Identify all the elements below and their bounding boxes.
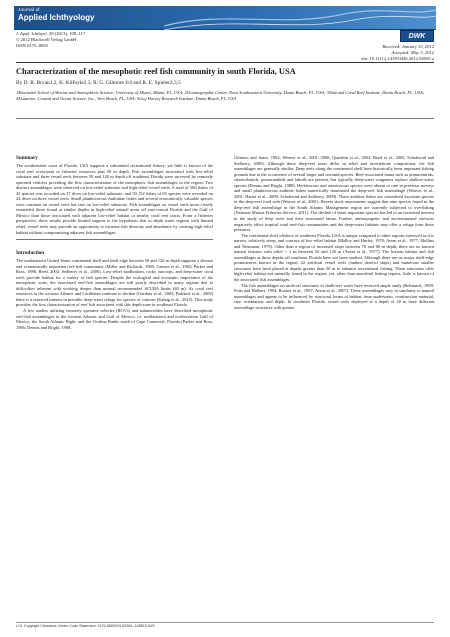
doi: doi: 10.1111/j.1439-0426.2012.02055.x — [361, 56, 434, 61]
right-column — [234, 155, 434, 310]
affiliations: 1Rosenstiel School of Marine and Atmospheric Science, University of Miami, Miami, FL, USA; 2Oceanographic Center, Nova Southeastern University, Dania Beach, FL, USA; 3National Coral Reef Institute, Dania Beach, FL, USA; 4Estuarine, Coastal and Ocean Science, Inc., Vero Beach, FL, USA; 5Guy Harvey Research Institute, Dania Beach, FL, USA — [16, 90, 425, 101]
publisher-logo: DWK — [400, 30, 434, 42]
introduction-paragraph-2: A few studies utilizing remotely operated vehicles (ROVs) and submersibles have described mesophotic reef-fish assemblages in the western Atlantic and Gulf of Mexico, i.e. northeastern and northwestern Gulf of Mexico, the South Atlantic Bight, and the Oculina Banks south of Cape Canaveral, Florida (Parker and Ross, 1986; Dennis and Bright, 1988; — [16, 308, 213, 330]
accepted-date: Accepted: May 3, 2012 — [391, 50, 434, 55]
received-date: Received: January 10, 2012 — [382, 44, 434, 49]
banner-wave-graphic — [164, 6, 436, 30]
dates-block — [361, 44, 434, 62]
summary-heading: Summary — [16, 155, 38, 161]
introduction-heading: Introduction — [16, 250, 45, 257]
journal-banner — [14, 6, 436, 30]
introduction-paragraph-1: The southeastern United States continental shelf and shelf edge between 50 and 120 m depth supports a diverse and economically important reef-fish community (Miller and Richards, 1980; Grimes et al., 1982; Parker and Ross, 1986; Reed, 2002; Sedberry et al., 2006). Low-relief hardbottom, rocky outcrops, and deep-water coral reefs provide habitat for a variety of fish species. Despite the ecological and economic importance of the mesophotic zone, the associated reef-fish assemblages are still poorly described in many regions due to difficulties inherent with working deeper than normal recommended SCUBA limits (40 m). As coral reef resources in the western Atlantic and Caribbean continue to decline (Gardner et al., 2003; Paddack et al., 2009) there is a renewed interest in possible deep-water refuge for species of concern (Kahng et al., 2010). This study provides the first characterization of reef fish associated with this depth zone in southeast Florida. — [16, 258, 213, 308]
summary-paragraph: The southeastern coast of Florida, USA supports a substantial recreational fishery, yet little is known of the coral reef ecosystem or fisheries resources past 50 m depth. Fish assemblages associated with low-relief substrate and three vessel reefs between 50 and 120 m depth off southeast Florida were surveyed by remotely operated vehicles providing the first characterization of the mesophotic fish assemblages in the region. Two distinct assemblages were observed on low-relief substrate and high-relief vessel reefs. A total of 560 fishes of 42 species was recorded on 27 dives on low-relief substrate, and 50 152 fishes of 65 species were recorded on 24 dives on three vessel reefs. Small planktivorous Anthiinae fishes and several economically valuable species were common on vessel reefs but rare on low-relief substrate. Fish assemblages on vessel reefs more closely resembled those found at similar depths in high-relief natural areas off east-central Florida and the Gulf of Mexico than those associated with adjacent low-relief habitat or nearby coral reef tracts. From a fisheries perspective, these results provide limited support to the hypothesis that in depth water regions with limited relief, vessel reefs may provide an opportunity to increase fish diversity and abundance by creating high-relief habitat without compromising adjacent fish assemblages. — [16, 163, 213, 235]
footer-divider — [16, 622, 434, 623]
title-divider — [16, 118, 434, 119]
journal-name: Applied Ichthyology — [18, 12, 95, 22]
body-paragraph-3: The fish assemblages on artificial structures in shallower water have received ample study (Bohnsack, 1989; Potts and Hulbert, 1994; Rooker et al., 1997; Arena et al., 2007). These assemblages vary in similarity to natural assemblages and appear to be influenced by structural forms of habitat, time underwater, construction material, size, orientation, and depth. In southeast Florida, vessel reefs deployed at a depth of 20 m have different assemblage structures with greater — [234, 282, 434, 310]
article-title: Characterization of the mesophotic reef fish community in south Florida, USA — [16, 67, 296, 76]
body-paragraph-1: Gilmore and Jones, 1992; Weaver et al., 2001, 2006; Quattrini et al., 2004; Reed et al., 2005; Schobernd and Sedberry, 2009). Although these deep-reef areas differ in relief and invertebrate composition, the fish assemblages are generally similar. Deep reefs along the continental shelf have historically been important fishing grounds due to the occurrence of several larger and serranid species. Reef-associated fauna such as pomacentrids, chaetodontids, pomacanthids and labrids are present, but typically deep-water congeners replace shallow-water species (Dennis and Bright, 1988). Herbivorous and omnivorous species were absent or rare in previous surveys and small planktivorous anthiine fishes numerically dominated the deep-reef fish assemblage (Weaver et al., 2001; Harter et al., 2009; Schobernd and Sedberry, 2009). These anthiine fishes are considered keystone species in the deep-reef food web (Weaver et al., 2001). Recent stock assessments suggest that nine species found in the deep-reef fish assemblage in the South Atlantic Management region are currently subjected to overfishing (National Marine Fisheries Service, 2011). The decline of these important species has led to an increased interest in the study of deep reefs and their associated fauna. Further, anthropogenic and environmental stressors negatively affect tropical coral reef-fish communities and the deep-water habitats may offer a refuge from these pressures. — [234, 155, 434, 233]
copyright-statement: U.S. Copyright Clearance Centre Code Statement: 0175-8659/2013/2901–108$15.00/0 — [16, 624, 155, 628]
summary-divider — [16, 239, 213, 240]
body-paragraph-2: The continental shelf offshore of southeast Florida, USA is unique compared to other regions surveyed as it is narrow, relatively steep, and consists of low-relief habitat (Malloy and Hurley, 1970; Avent et al., 1977; Mullins and Neumann, 1979). Other than a region of increased slope between 70 and 80 m depth, there are no known natural features with relief > 1 m between 50 and 120 m (Avent et al., 1977). The bottom habitat and fish assemblages at these depths off southeast Florida have not been studied. Although there are no major shelf-edge prominences known in the region, 22 artificial vessel reefs (sunken derelict ships) and numerous smaller structures have been placed at depths greater than 50 m to enhance recreational fishing. These structures offer high-relief habitat not naturally found in the region; yet, other than anecdotal fishing reports, little is known of the associated fish assemblages. — [234, 232, 434, 283]
citation-block — [16, 31, 85, 49]
journal-small-label: Journal of — [18, 7, 40, 12]
journal-title — [18, 8, 94, 22]
left-column — [16, 155, 213, 330]
author-list: By D. R. Bryan1,2, K. Kilfoyle2,3, R. G. Gilmore Jr4 and R. E. Spieler2,3,5 — [16, 80, 181, 86]
copyright: © 2012 Blackwell Verlag GmbH — [16, 37, 77, 42]
issn: ISSN 0175–8659 — [16, 43, 48, 48]
citation: J. Appl. Ichthyol. 29 (2013), 108–117 — [16, 31, 86, 36]
header-divider — [16, 62, 434, 63]
